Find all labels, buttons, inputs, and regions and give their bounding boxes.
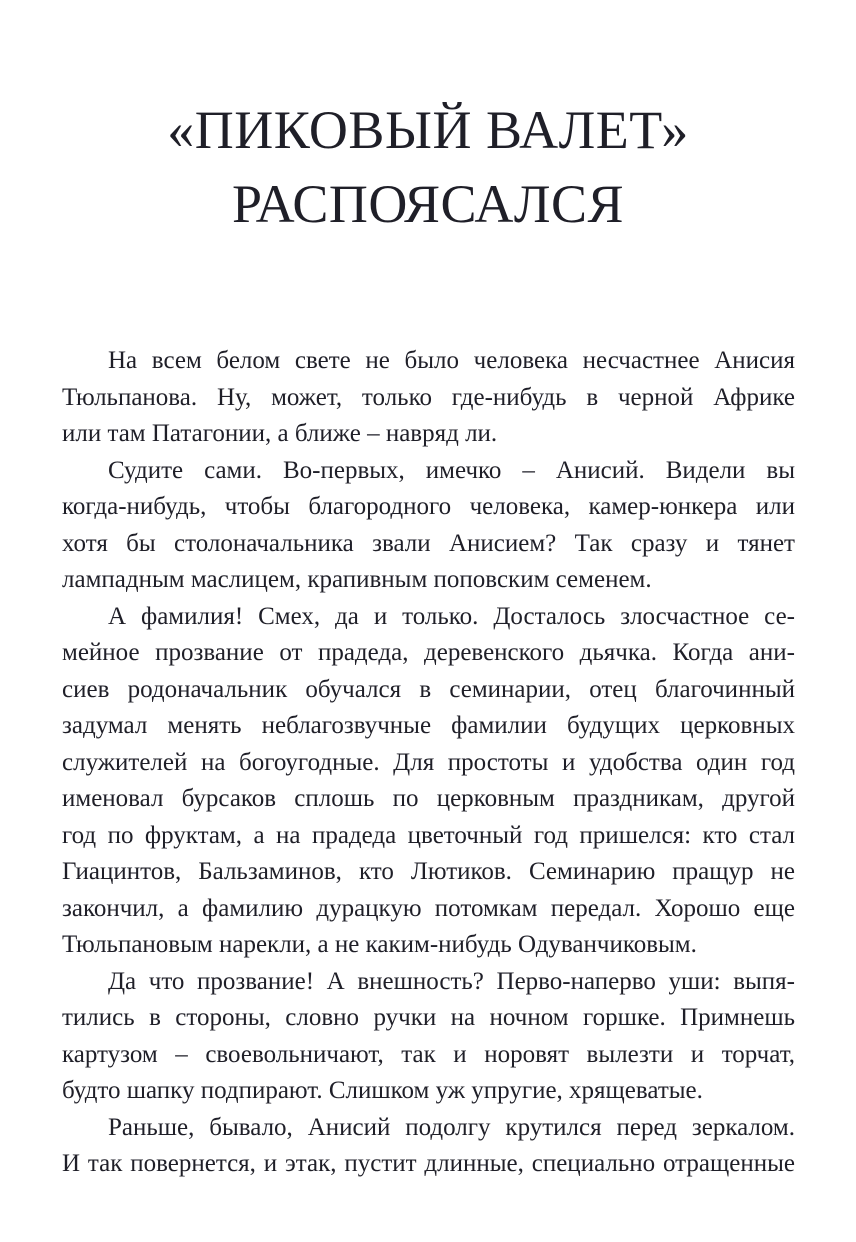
text-line: служителей на богоугодные. Для простоты и удобства один год [62,748,795,776]
text-line: лампадным маслицем, крапивным поповским семенем. [62,566,652,593]
text-line: Раньше, бывало, Анисий подолгу крутился перед зеркалом. [108,1113,795,1141]
page-body [62,343,795,1183]
chapter-title [0,93,856,241]
text-line: или там Патагонии, а ближе – навряд ли. [62,420,498,447]
text-line: закончил, а фамилию дурацкую потомкам передал. Хорошо еще [62,894,795,922]
text-line: картузом – своевольничают, так и норовят вылезти и торчат, [62,1040,795,1068]
text-line: На всем белом свете не было человека несчастнее Анисия [108,347,795,374]
text-line: И так повернется, и этак, пустит длинные, специально отращенные [62,1150,795,1177]
text-line: будто шапку подпирают. Слишком уж упругие, хрящеватые. [62,1077,703,1104]
text-line: Да что прозвание! А внешность? Перво-наперво уши: выпя- [108,967,795,995]
text-line: именовал бурсаков сплошь по церковным праздникам, другой [62,785,795,812]
chapter-title-line1: «ПИКОВЫЙ ВАЛЕТ» [167,100,689,160]
text-line: тились в стороны, словно ручки на ночном горшке. Примнешь [62,1004,795,1031]
text-line: хотя бы столоначальника звали Анисием? Так сразу и тянет [62,529,795,557]
text-line: сиев родоначальник обучался в семинарии, отец благочинный [62,675,795,703]
chapter-title-line2: РАСПОЯСАЛСЯ [231,174,625,234]
text-line: А фамилия! Смех, да и только. Досталось злосчастное се- [108,602,795,630]
text-line: Тюльпанова. Ну, может, только где-нибудь в черной Африке [62,383,795,411]
text-line: задумал менять неблагозвучные фамилии будущих церковных [62,712,795,739]
text-line: когда-нибудь, чтобы благородного человека, камер-юнкера или [62,493,795,520]
text-line: мейное прозвание от прадеда, деревенского дьячка. Когда ани- [62,639,795,666]
text-line: Судите сами. Во-первых, имечко – Анисий. Видели вы [108,456,795,484]
text-line: год по фруктам, а на прадеда цветочный год пришелся: кто стал [62,821,795,849]
text-line: Тюльпановым нарекли, а не каким-нибудь Одуванчиковым. [62,931,697,958]
text-line: Гиацинтов, Бальзаминов, кто Лютиков. Семинарию пращур не [62,858,795,885]
